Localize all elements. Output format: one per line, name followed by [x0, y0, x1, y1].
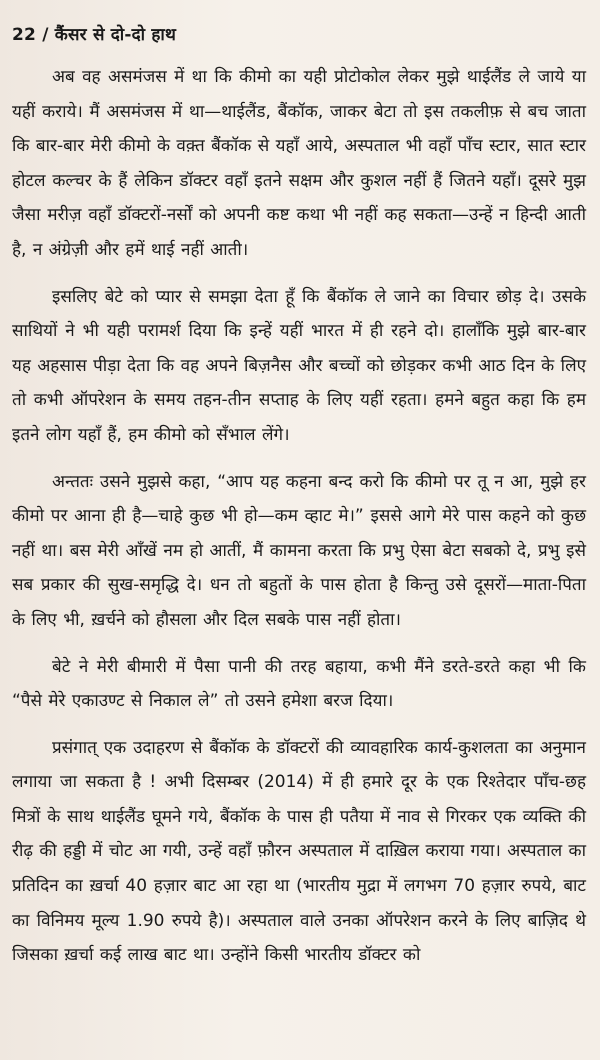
book-title: कैंसर से दो-दो हाथ: [54, 25, 177, 45]
page-number: 22: [12, 25, 37, 45]
paragraph-5: प्रसंगात् एक उदाहरण से बैंकॉक के डॉक्टरों की व्यावहारिक कार्य-कुशलता का अनुमान लगाया जा सकता है ! अभी दिसम्बर (2014) में ही हमारे दूर के एक रिश्तेदार पाँच-छह मित्रों के साथ थाईलैंड घूमने गये, बैंकॉक के पास ही पतैया में नाव से गिरकर एक व्यक्ति की रीढ़ की हड्डी में चोट आ गयी, उन्हें वहाँ फ़ौरन अस्पताल में दाख़िल कराया गया। अस्पताल का प्रतिदिन का ख़र्चा 40 हज़ार बाट आ रहा था (भारतीय मुद्रा में लगभग 70 हज़ार रुपये, बाट का विनिमय मूल्य 1.90 रुपये है)। अस्पताल वाले उनका ऑपरेशन करने के लिए बाज़िद थे जिसका ख़र्चा कई लाख बाट था। उन्होंने किसी भारतीय डॉक्टर को: [12, 737, 586, 966]
paragraph-3: अन्ततः उसने मुझसे कहा, “आप यह कहना बन्द करो कि कीमो पर तू न आ, मुझे हर कीमो पर आना ही है—चाहे कुछ भी हो—कम व्हाट मे।” इससे आगे मेरे पास कहने को कुछ नहीं था। बस मेरी आँखें नम हो आतीं, मैं कामना करता कि प्रभु ऐसा बेटा सबको दे, प्रभु इसे सब प्रकार की सुख-समृद्धि दे। धन तो बहुतों के पास होता है किन्तु उसे दूसरों—माता-पिता के लिए भी, ख़र्चने को हौसला और दिल सबके पास नहीं होता।: [12, 471, 586, 630]
running-head: [12, 18, 586, 52]
body-text: [12, 60, 586, 973]
header-separator: /: [42, 25, 49, 45]
paragraph-1: अब वह असमंजस में था कि कीमो का यही प्रोटोकोल लेकर मुझे थाईलैंड ले जाये या यहीं कराये। मैं असमंजस में था—थाईलैंड, बैंकॉक, जाकर बेटा तो इस तकलीफ़ से बच जाता कि बार-बार मेरी कीमो के वक़्त बैंकॉक से यहाँ आये, अस्पताल भी वहाँ पाँच स्टार, सात स्टार होटल कल्चर के हैं लेकिन डॉक्टर वहाँ इतने सक्षम और कुशल नहीं हैं जितने यहाँ। दूसरे मुझ जैसा मरीज़ वहाँ डॉक्टरों-नर्सों को अपनी कष्ट कथा भी नहीं कह सकता—उन्हें न हिन्दी आती है, न अंग्रेज़ी और हमें थाई नहीं आती।: [12, 67, 586, 260]
paragraph-2: इसलिए बेटे को प्यार से समझा देता हूँ कि बैंकॉक ले जाने का विचार छोड़ दे। उसके साथियों ने भी यही परामर्श दिया कि इन्हें यहीं भारत में ही रहने दो। हालाँकि मुझे बार-बार यह अहसास पीड़ा देता कि वह अपने बिज़नैस और बच्चों को छोड़कर कभी आठ दिन के लिए तो कभी ऑपरेशन के समय तहन-तीन सप्ताह के लिए यहीं रहता। हमने बहुत कहा कि हम इतने लोग यहाँ हैं, हम कीमो को सँभाल लेंगे।: [12, 286, 586, 445]
paragraph-4: बेटे ने मेरी बीमारी में पैसा पानी की तरह बहाया, कभी मैंने डरते-डरते कहा भी कि “पैसे मेरे एकाउण्ट से निकाल ले” तो उसने हमेशा बरज दिया।: [12, 656, 586, 712]
